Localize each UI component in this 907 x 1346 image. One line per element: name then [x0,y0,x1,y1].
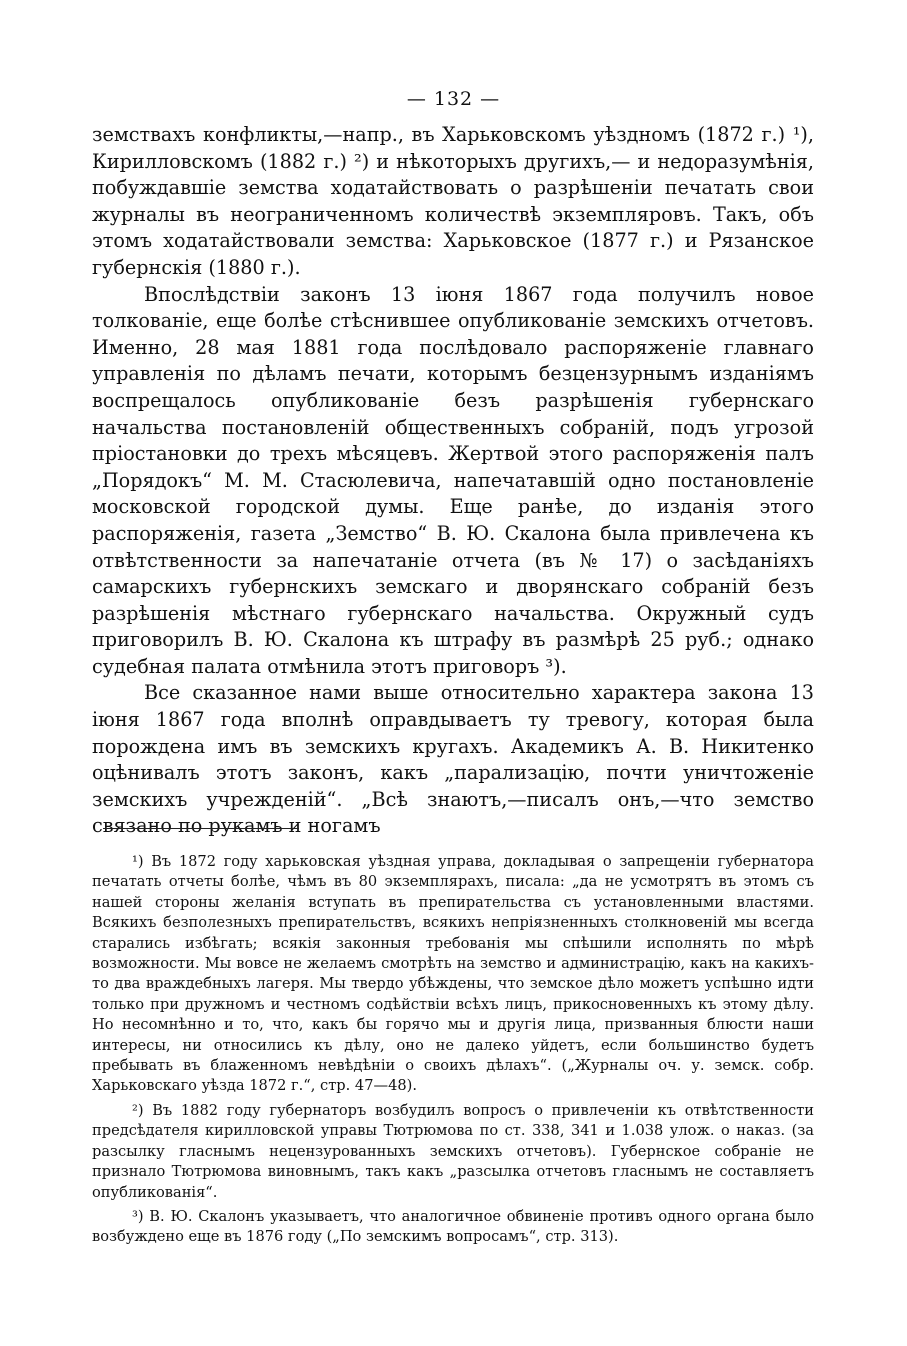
paragraph-1: земствахъ конфликты,—напр., въ Харьковскомъ уѣздномъ (1872 г.) ¹), Кирилловскомъ (1882 г.) ²) и нѣкоторыхъ другихъ,— и недоразумѣнія, побуждавшіе земства ходатайствовать о разрѣшеніи печатать свои журналы въ неограниченномъ количествѣ экземпляровъ. Такъ, объ этомъ ходатайствовали земства: Харьковское (1877 г.) и Рязанское губернскія (1880 г.). [92,123,814,279]
footnote-2: ²) Въ 1882 году губернаторъ возбудилъ вопросъ о привлеченіи къ отвѣтственности предсѣдателя кирилловской управы Тютрюмова по ст. 338, 341 и 1.038 улож. о наказ. (за разсылку гласнымъ нецензурованныхъ земскихъ отчетовъ). Губернское собраніе не признало Тютрюмова виновнымъ, такъ какъ „разсылка отчетовъ гласнымъ не составляетъ опубликованія“. [92,1101,814,1201]
paragraph-2: Впослѣдствіи законъ 13 іюня 1867 года получилъ новое толкованіе, еще болѣе стѣснившее опубликованіе земскихъ отчетовъ. Именно, 28 мая 1881 года послѣдовало распоряженіе главнаго управленія по дѣламъ печати, которымъ безцензурнымъ изданіямъ воспрещалось опубликованіе безъ разрѣшенія губернскаго начальства постановленій общественныхъ собраній, подъ угрозой пріостановки до трехъ мѣсяцевъ. Жертвой этого распоряженія палъ „Порядокъ“ М. М. Стасюлевича, напечатавшій одно постановленіе московской городской думы. Еще ранѣе, до изданія этого распоряженія, газета „Земство“ В. Ю. Скалона была привлечена къ отвѣтственности за напечатаніе отчета (въ № 17) о засѣданіяхъ самарскихъ губернскихъ земскаго и дворянскаго собраній безъ разрѣшенія мѣстнаго губернскаго начальства. Окружный судъ приговорилъ В. Ю. Скалона къ штрафу въ размѣрѣ 25 руб.; однако судебная палата отмѣнила этотъ приговоръ ³). [92,282,814,678]
footnotes [92,852,814,1252]
footnote-divider [103,828,299,829]
footnote-1: ¹) Въ 1872 году харьковская уѣздная управа, докладывая о запрещеніи губернатора печатать отчеты болѣе, чѣмъ въ 80 экземплярахъ, писала: „да не усмотрятъ въ этомъ съ нашей стороны желанія вступать въ препирательства съ установленными властями. Всякихъ безполезныхъ препирательствъ, всякихъ непріязненныхъ столкновеній мы всегда старались избѣгать; всякія законныя требованія мы спѣшили исполнять по мѣрѣ возможности. Мы вовсе не желаемъ смотрѣть на земство и администрацію, какъ на какихъ-то два враждебныхъ лагеря. Мы твердо убѣждены, что земское дѣло можетъ успѣшно идти только при дружномъ и честномъ содѣйствіи всѣхъ лицъ, прикосновенныхъ къ этому дѣлу. Но несомнѣнно и то, что, какъ бы горячо мы и другія лица, призванныя блюсти наши интересы, ни относились къ дѣлу, оно не далеко уйдетъ, если большинство будетъ пребывать въ блаженномъ невѣдѣніи о своихъ дѣлахъ“. („Журналы оч. у. земск. собр. Харьковскаго уѣзда 1872 г.“, стр. 47—48). [92,853,814,1095]
main-text [92,122,814,840]
paragraph-3: Все сказанное нами выше относительно характера закона 13 іюня 1867 года вполнѣ оправдываетъ ту тревогу, которая была порождена имъ въ земскихъ кругахъ. Академикъ А. В. Никитенко оцѣнивалъ этотъ законъ, какъ „парализацію, почти уничтоженіе земскихъ учрежденій“. „Всѣ знаютъ,—писалъ онъ,—что земство связано по рукамъ и ногамъ [92,681,814,838]
page-number: — 132 — [406,88,501,110]
footnote-3: ³) В. Ю. Скалонъ указываетъ, что аналогичное обвиненіе противъ одного органа было возбуждено еще въ 1876 году („По земскимъ вопросамъ“, стр. 313). [92,1207,814,1246]
